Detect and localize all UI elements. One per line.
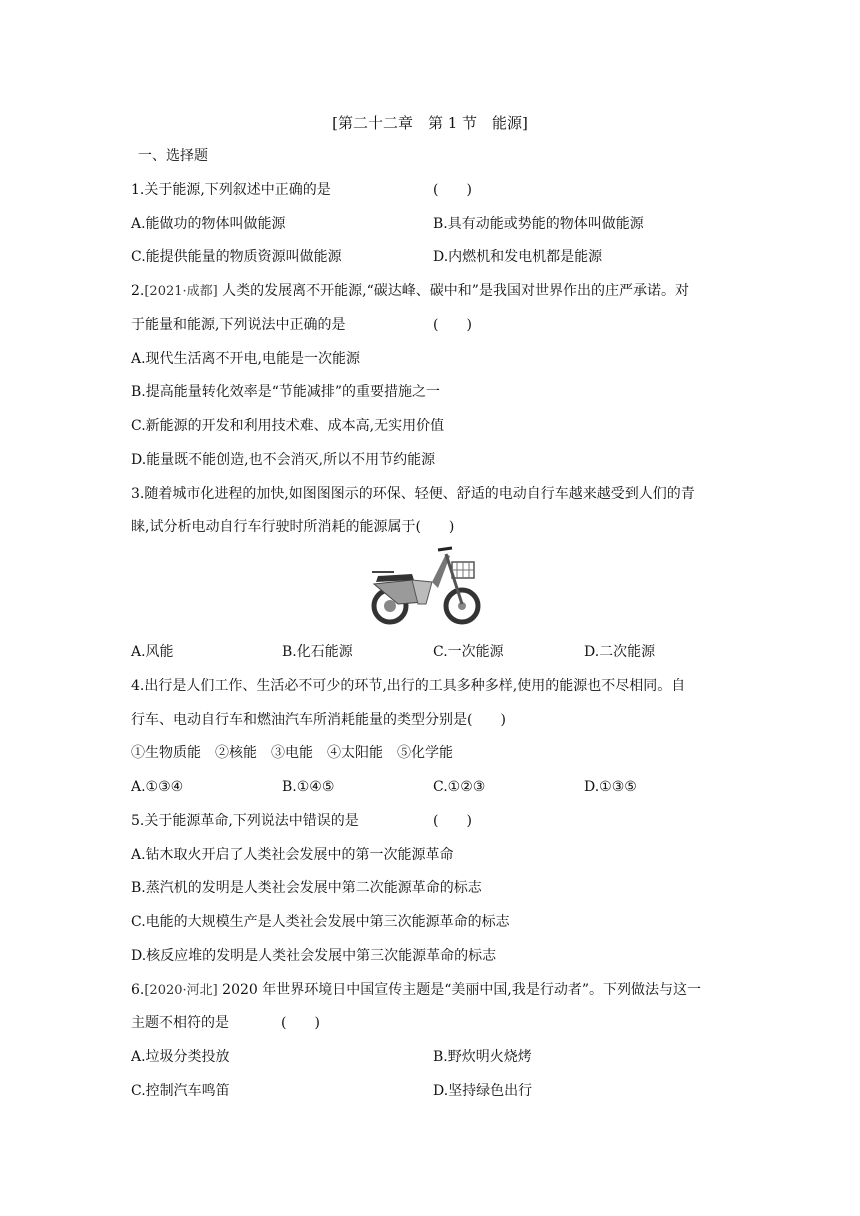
q1-stem: 1.关于能源,下列叙述中正确的是 [131, 182, 331, 198]
q2-stem-line1 [131, 281, 689, 302]
q2-answer-paren: ( ) [433, 317, 472, 333]
q3-option-a: A.风能 [131, 644, 174, 660]
q5-option-c: C.电能的大规模生产是人类社会发展中第三次能源革命的标志 [131, 914, 510, 930]
q1-answer-paren: ( ) [433, 182, 472, 198]
q1-option-c: C.能提供能量的物质资源叫做能源 [131, 249, 342, 265]
q5-option-a: A.钻木取火开启了人类社会发展中的第一次能源革命 [131, 847, 454, 863]
q4-option-a: A.①③④ [131, 779, 184, 795]
q4-stem-line1: 4.出行是人们工作、生活必不可少的环节,出行的工具多种多样,使用的能源也不尽相同。自 [131, 678, 686, 694]
section-heading: 一、选择题 [138, 148, 208, 164]
q4-option-b: B.①④⑤ [282, 779, 335, 795]
q1-option-a: A.能做功的物体叫做能源 [131, 216, 286, 232]
q3-option-c: C.一次能源 [433, 644, 504, 660]
q6-option-a: A.垃圾分类投放 [131, 1049, 230, 1065]
q2-source-tag: [2021·成都] [144, 284, 218, 299]
q2-stem-line2: 于能量和能源,下列说法中正确的是 [131, 317, 346, 333]
rear-hub [384, 600, 396, 612]
q4-option-c: C.①②③ [433, 779, 486, 795]
q3-option-b: B.化石能源 [282, 644, 353, 660]
q4-stem-line2: 行车、电动自行车和燃油汽车所消耗能量的类型分别是( ) [131, 712, 506, 728]
q2-option-d: D.能量既不能创造,也不会消灭,所以不用节约能源 [131, 452, 436, 468]
q3-stem-line1: 3.随着城市化进程的加快,如图图图示的环保、轻便、舒适的电动自行车越来越受到人们的青 [131, 486, 695, 502]
q4-energy-items: ①生物质能 ②核能 ③电能 ④太阳能 ⑤化学能 [131, 745, 453, 761]
q6-option-c: C.控制汽车鸣笛 [131, 1083, 230, 1099]
q1-option-d: D.内燃机和发电机都是能源 [433, 249, 603, 265]
q2-option-b: B.提高能量转化效率是“节能减排”的重要措施之一 [131, 384, 441, 400]
q6-stem-line2: 主题不相符的是 [131, 1015, 229, 1031]
q5-stem: 5.关于能源革命,下列说法中错误的是 [131, 813, 359, 829]
q1-option-b: B.具有动能或势能的物体叫做能源 [433, 216, 644, 232]
handlebar [438, 548, 452, 550]
q6-answer-paren: ( ) [281, 1015, 320, 1031]
q6-stem-text: 2020 年世界环境日中国宣传主题是“美丽中国,我是行动者”。下列做法与这一 [217, 982, 702, 998]
q3-option-d: D.二次能源 [584, 644, 656, 660]
q3-stem-line2: 睐,试分析电动自行车行驶时所消耗的能源属于( ) [131, 519, 455, 535]
q2-option-a: A.现代生活离不开电,电能是一次能源 [131, 351, 361, 367]
q5-answer-paren: ( ) [433, 813, 472, 829]
q6-option-b: B.野炊明火烧烤 [433, 1049, 532, 1065]
q2-option-c: C.新能源的开发和利用技术难、成本高,无实用价值 [131, 418, 445, 434]
q6-source-tag: [2020·河北] [144, 983, 218, 998]
q5-option-d: D.核反应堆的发明是人类社会发展中第三次能源革命的标志 [131, 948, 497, 964]
q6-stem-line1 [131, 980, 701, 1001]
page-title: [第二十二章 第 1 节 能源] [332, 114, 528, 132]
q6-number: 6. [131, 982, 145, 998]
q6-option-d: D.坚持绿色出行 [433, 1083, 533, 1099]
q5-option-b: B.蒸汽机的发明是人类社会发展中第二次能源革命的标志 [131, 880, 482, 896]
electric-bicycle-figure [368, 544, 484, 628]
q2-number: 2. [131, 283, 145, 299]
q2-stem-text: 人类的发展离不开能源,“碳达峰、碳中和”是我国对世界作出的庄严承诺。对 [217, 283, 689, 299]
q4-option-d: D.①③⑤ [584, 779, 637, 795]
